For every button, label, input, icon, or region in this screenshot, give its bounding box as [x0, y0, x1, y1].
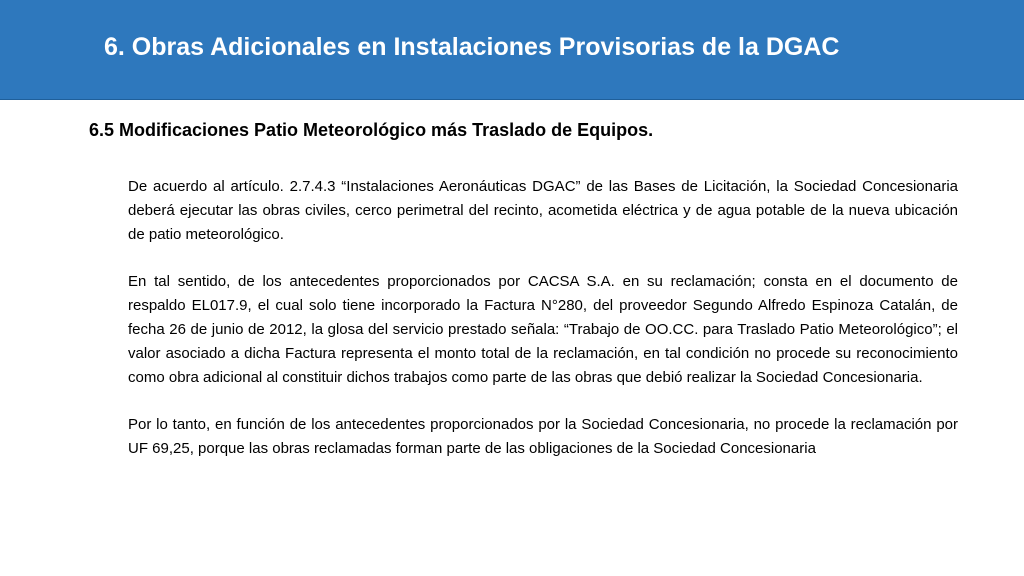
body-content [128, 175, 958, 484]
paragraph-1: De acuerdo al artículo. 2.7.4.3 “Instalaciones Aeronáuticas DGAC” de las Bases de Licitación, la Sociedad Concesionaria deberá ejecutar las obras civiles, cerco perimetral del recinto, acometida eléctrica y de agua potable de la nueva ubicación de patio meteorológico. [128, 178, 958, 243]
paragraph-2: En tal sentido, de los antecedentes proporcionados por CACSA S.A. en su reclamación; consta en el documento de respaldo EL017.9, el cual solo tiene incorporado la Factura N°280, del proveedor Segundo Alfredo Espinoza Catalán, de fecha 26 de junio de 2012, la glosa del servicio prestado señala: “Trabajo de OO.CC. para Traslado Patio Meteorológico”; el valor asociado a dicha Factura representa el monto total de la reclamación, en tal condición no procede su reconocimiento como obra adicional al constituir dichos trabajos como parte de las obras que debió realizar la Sociedad Concesionaria. [128, 273, 958, 386]
section-subtitle: 6.5 Modificaciones Patio Meteorológico más Traslado de Equipos. [89, 120, 654, 140]
paragraph-3: Por lo tanto, en función de los antecedentes proporcionados por la Sociedad Concesionaria, no procede la reclamación por UF 69,25, porque las obras reclamadas forman parte de las obligaciones de la Sociedad Concesionaria [128, 416, 958, 457]
title-bar [0, 0, 1024, 100]
slide-title: 6. Obras Adicionales en Instalaciones Provisorias de la DGAC [104, 33, 840, 61]
